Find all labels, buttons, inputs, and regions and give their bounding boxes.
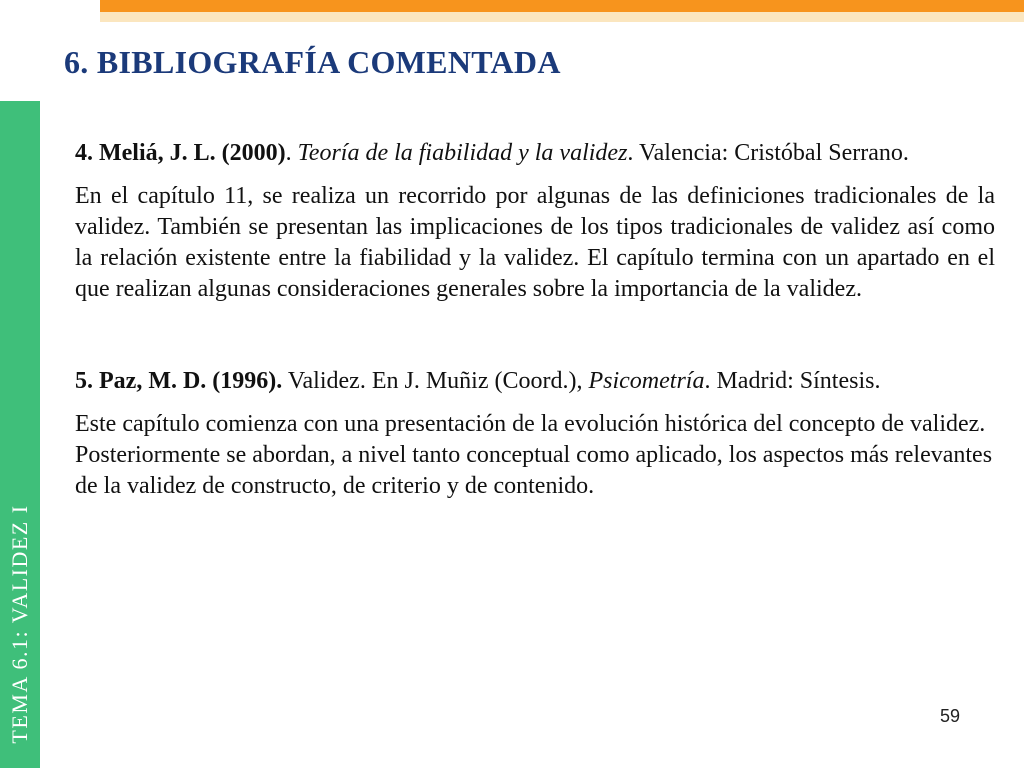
- spacer: [75, 397, 995, 409]
- spacer: [75, 169, 995, 181]
- top-accent-bar-light: [100, 12, 1024, 22]
- reference-separator: Validez. En J. Muñiz (Coord.),: [282, 368, 589, 394]
- side-label: TEMA 6.1: VALIDEZ I: [7, 504, 32, 744]
- reference-publisher: . Valencia: Cristóbal Serrano.: [627, 140, 909, 166]
- page-number: 59: [940, 706, 961, 726]
- reference-title: Psicometría: [588, 368, 705, 394]
- reference-author: 4. Meliá, J. L. (2000): [75, 140, 286, 166]
- reference-publisher: . Madrid: Síntesis.: [704, 368, 881, 394]
- slide-content: [75, 138, 995, 502]
- top-accent-bar: [100, 0, 1024, 12]
- description-paz: Este capítulo comienza con una presentación de la evolución histórica del concepto de validez. Posteriormente se abordan, a nivel tanto conceptual como aplicado, los aspectos más relevantes de la validez de constructo, de criterio y de contenido.: [75, 411, 993, 499]
- reference-author: 5. Paz, M. D. (1996).: [75, 368, 283, 394]
- page-title: 6. BIBLIOGRAFÍA COMENTADA: [64, 44, 561, 80]
- reference-title: Teoría de la fiabilidad y la validez: [297, 140, 628, 166]
- description-melia: En el capítulo 11, se realiza un recorrido por algunas de las definiciones tradicionales de la validez. También se presentan las implicaciones de los tipos tradicionales de validez así como la relación existente entre la fiabilidad y la validez. El capítulo termina con un apartado en el que realizan algunas consideraciones generales sobre la importancia de la validez.: [75, 183, 995, 302]
- reference-separator: .: [285, 140, 298, 166]
- reference-melia: [75, 138, 995, 169]
- spacer: [75, 305, 995, 366]
- reference-paz: [75, 366, 995, 397]
